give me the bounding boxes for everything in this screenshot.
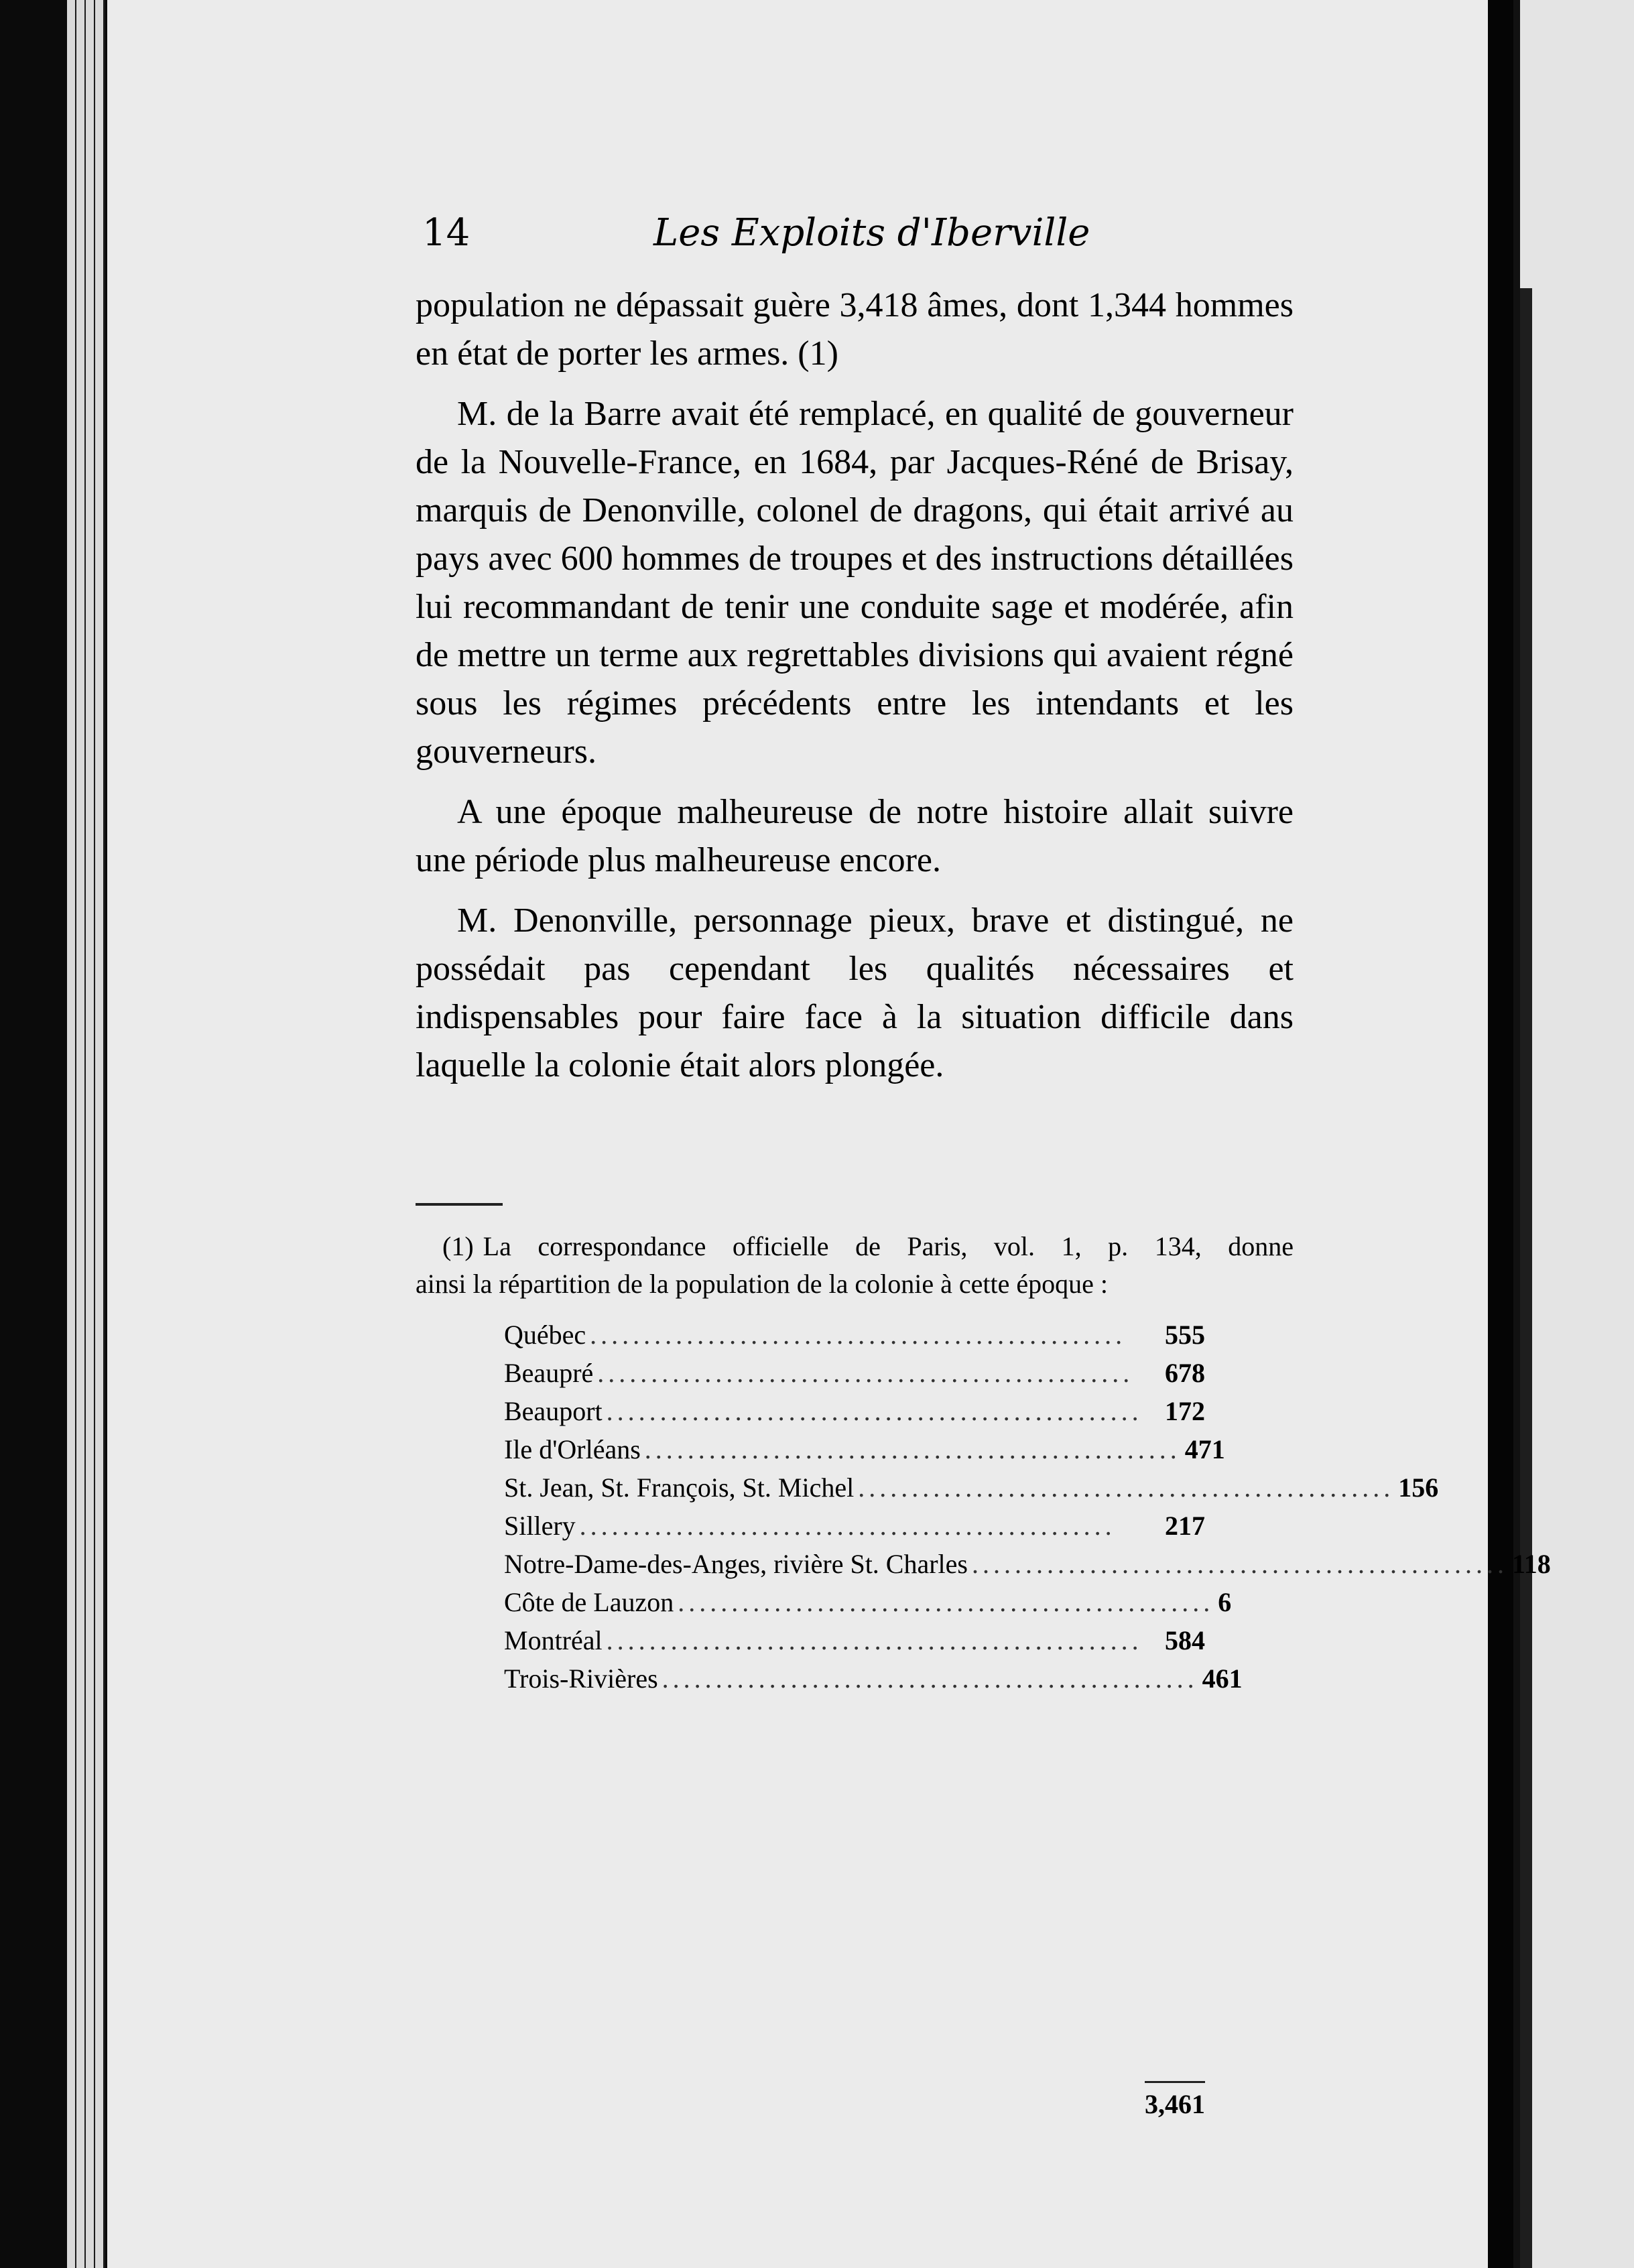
paragraph-2: M. de la Barre avait été remplacé, en qualité de gouverneur de la Nouvelle-France, en 1684, par Jacques-Réné de Brisay, marquis de Denonville, colonel de dragons, qui était arrivé au pays avec 600 hommes de troupes et des instructions détaillées lui recommandant de tenir une conduite sage et modérée, afin de mettre un terme aux regrettables divisions qui avaient régné sous les régimes précédents entre les intendants et les gouverneurs. xyxy=(416,395,1294,771)
dot-leader: .................................................. xyxy=(644,1434,1181,1464)
population-count: 217 xyxy=(1165,1511,1205,1541)
place-name: Sillery xyxy=(504,1511,576,1541)
page-number: 14 xyxy=(422,211,470,255)
footnote-rule xyxy=(416,1203,503,1206)
sum-rule xyxy=(1145,2081,1205,2083)
body-text xyxy=(416,281,1294,1102)
stacked-page-edges xyxy=(67,0,107,2268)
population-count: 678 xyxy=(1165,1358,1205,1388)
footnote-marker: (1) xyxy=(442,1231,474,1261)
population-count: 6 xyxy=(1218,1587,1232,1617)
footnote xyxy=(416,1228,1294,1303)
place-name: Montréal xyxy=(504,1625,603,1655)
facing-page-edge xyxy=(1520,288,1532,2268)
table-row xyxy=(504,1395,1205,1434)
table-row xyxy=(504,1319,1205,1357)
population-count: 118 xyxy=(1512,1549,1551,1579)
dot-leader: .................................................. xyxy=(597,1358,1134,1388)
table-row xyxy=(504,1625,1205,1663)
footnote-line-1: (1) La correspondance officielle de Paris, vol. 1, p. 134, donne xyxy=(442,1231,1294,1261)
place-name: Beauport xyxy=(504,1396,603,1426)
population-count: 461 xyxy=(1202,1663,1243,1694)
running-head xyxy=(422,211,1294,271)
place-name: Québec xyxy=(504,1320,586,1350)
table-row xyxy=(504,1548,1551,1586)
table-row xyxy=(504,1663,1243,1701)
paragraph-3: A une époque malheureuse de notre histoire allait suivre une période plus malheureuse encore. xyxy=(416,793,1294,879)
place-name: Côte de Lauzon xyxy=(504,1587,674,1617)
dot-leader: .................................................. xyxy=(662,1663,1198,1694)
table-row xyxy=(504,1586,1232,1625)
population-table xyxy=(504,1319,1551,2119)
population-count: 555 xyxy=(1165,1320,1205,1350)
place-name: St. Jean, St. François, St. Michel xyxy=(504,1472,855,1503)
population-count: 172 xyxy=(1165,1396,1205,1426)
population-count: 471 xyxy=(1184,1434,1225,1464)
running-title: Les Exploits d'Iberville xyxy=(653,211,1090,255)
dot-leader: .................................................. xyxy=(579,1511,1116,1541)
dot-leader: .................................................. xyxy=(590,1320,1127,1350)
place-name: Trois-Rivières xyxy=(504,1663,658,1694)
population-count: 584 xyxy=(1165,1625,1205,1655)
table-row xyxy=(504,1510,1205,1548)
table-row xyxy=(504,1434,1225,1472)
dot-leader: .................................................. xyxy=(972,1549,1508,1579)
population-total: 3,461 xyxy=(1145,2089,1205,2119)
place-name: Ile d'Orléans xyxy=(504,1434,641,1464)
dot-leader: .................................................. xyxy=(678,1587,1214,1617)
place-name: Notre-Dame-des-Anges, rivière St. Charles xyxy=(504,1549,968,1579)
table-row xyxy=(504,1472,1439,1510)
dot-leader: .................................................. xyxy=(606,1625,1143,1655)
dot-leader: .................................................. xyxy=(858,1472,1395,1503)
dot-leader: .................................................. xyxy=(606,1396,1143,1426)
footnote-line-2: ainsi la répartition de la population de la colonie à cette époque : xyxy=(416,1269,1108,1299)
book-gutter xyxy=(1488,0,1513,2268)
population-count: 156 xyxy=(1398,1472,1439,1503)
table-row xyxy=(504,1357,1205,1395)
paragraph-4: M. Denonville, personnage pieux, brave et distingué, ne possédait pas cependant les qualités nécessaires et indispensables pour faire face à la situation difficile dans laquelle la colonie était alors plongée. xyxy=(416,901,1294,1084)
paragraph-1: population ne dépassait guère 3,418 âmes, dont 1,344 hommes en état de porter les armes. (1) xyxy=(416,286,1294,373)
place-name: Beaupré xyxy=(504,1358,594,1388)
